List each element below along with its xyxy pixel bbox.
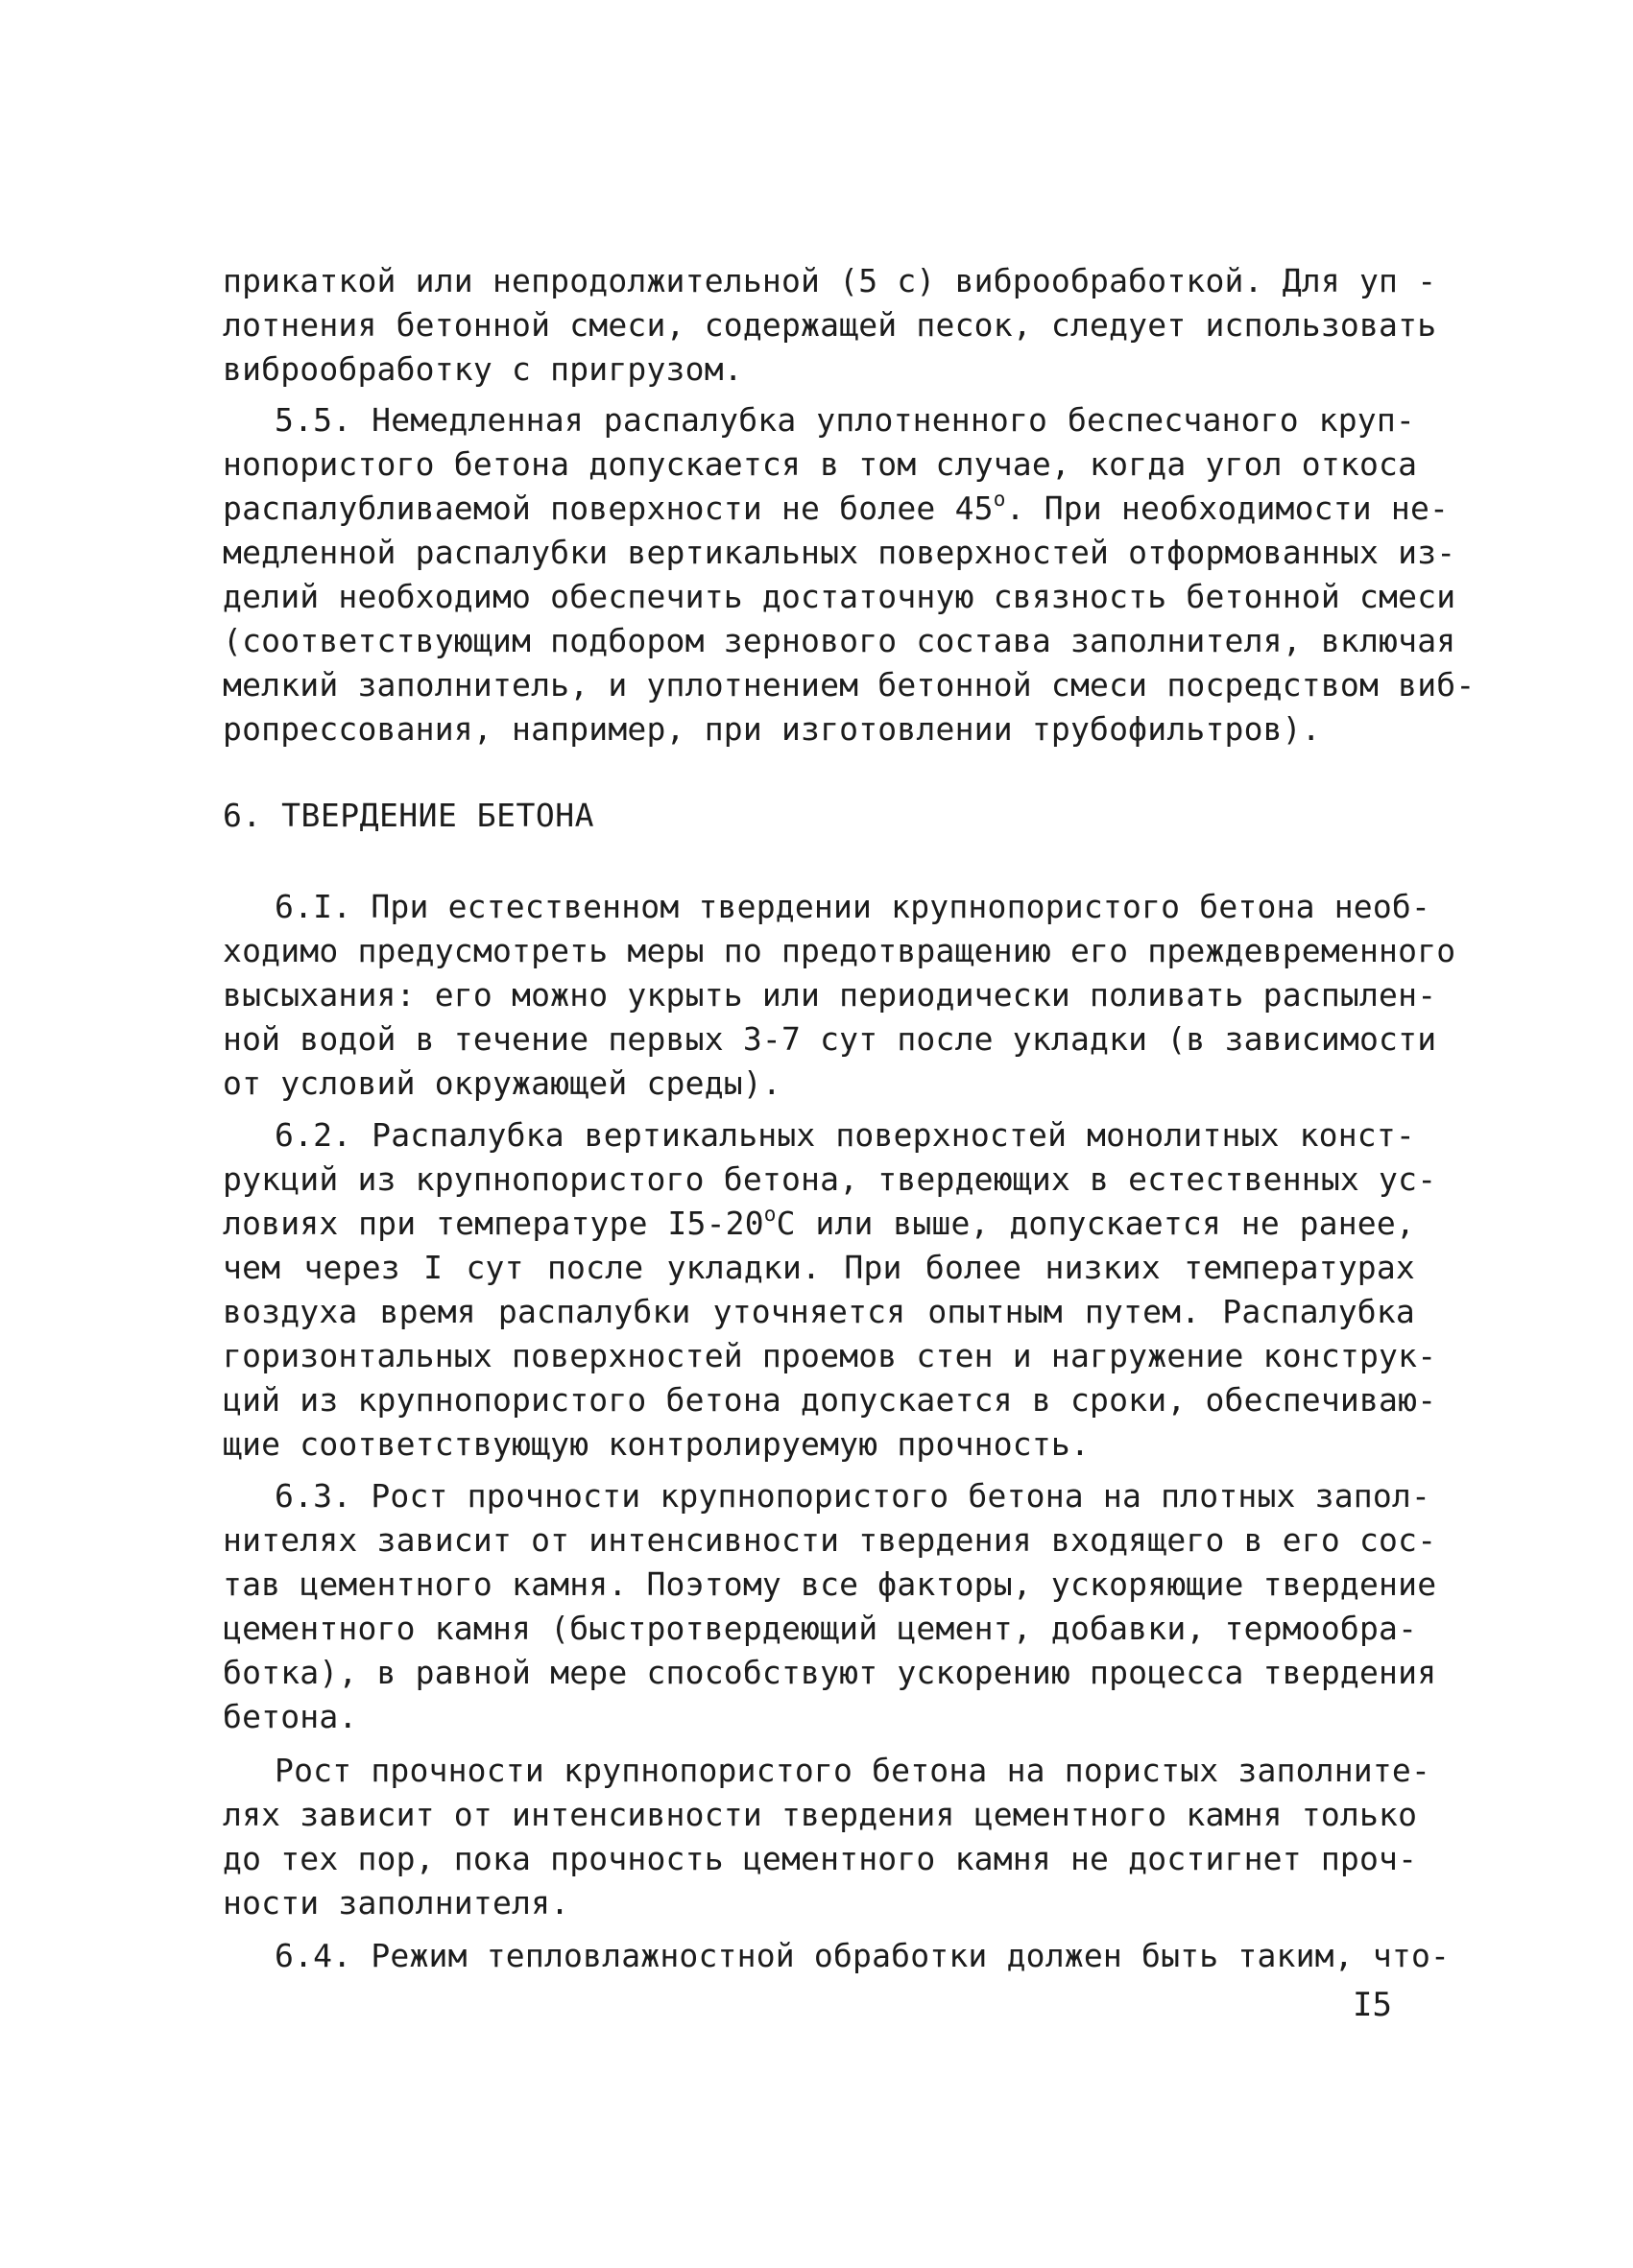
section-heading: 6. ТВЕРДЕНИЕ БЕТОНА [223,797,594,834]
paragraph-5-5-line [223,487,1450,531]
text-line: виброобработку с пригрузом. [223,350,743,388]
page-number: I5 [1353,1986,1392,2024]
paragraph-6-3-line: ботка), в равной мере способствуют ускорению процесса твердения [223,1654,1437,1691]
paragraph-6-1-line: ной водой в течение первых 3-7 сут после укладки (в зависимости [223,1020,1437,1058]
paragraph-6-1-line: ходимо предусмотреть меры по предотвращению его преждевременного [223,932,1456,969]
text-line: прикаткой или непродолжительной (5 с) виброобработкой. Для уп - [223,262,1437,299]
paragraph-6-1-line: от условий окружающей среды). [223,1064,781,1102]
paragraph-5-5-line: ропрессования, например, при изготовлении трубофильтров). [223,710,1321,748]
paragraph-6-2-line: рукций из крупнопористого бетона, твердеющих в естественных ус- [223,1160,1437,1198]
paragraph-5-5-line: мелкий заполнитель, и уплотнением бетонной смеси посредством виб- [223,666,1476,704]
paragraph-6-3-line: 6.3. Рост прочности крупнопористого бетона на плотных запол- [275,1477,1431,1515]
text-fragment: распалубливаемой поверхности не более 45 [223,489,994,527]
paragraph-6-2-line: воздуха время распалубки уточняется опытным путем. Распалубка [223,1293,1415,1330]
paragraph-6-2-line: ций из крупнопористого бетона допускается в сроки, обеспечиваю- [223,1381,1437,1419]
paragraph-6-2-line [223,1202,1415,1246]
text-line: лотнения бетонной смеси, содержащей песок, следует использовать [223,306,1437,344]
degree-superscript: о [993,488,1006,511]
paragraph-6-3-line: бетона. [223,1698,358,1735]
paragraph-6-2-line: 6.2. Распалубка вертикальных поверхностей монолитных конст- [275,1116,1415,1154]
paragraph-6-1-line: высыхания: его можно укрыть или периодически поливать распылен- [223,976,1437,1014]
text-fragment: С или выше, допускается не ранее, [776,1205,1415,1242]
paragraph-6-2-line: горизонтальных поверхностей проемов стен и нагружение конструк- [223,1337,1437,1374]
paragraph-6-3b-line: Рост прочности крупнопористого бетона на пористых заполните- [275,1752,1431,1789]
text-fragment: ловиях при температуре I5-20 [223,1205,764,1242]
paragraph-6-3b-line: ности заполнителя. [223,1884,570,1922]
paragraph-5-5-line: делий необходимо обеспечить достаточную связность бетонной смеси [223,578,1456,615]
paragraph-5-5-line: (соответствующим подбором зернового состава заполнителя, включая [223,622,1456,659]
text-fragment: . При необходимости не- [1005,489,1450,527]
paragraph-6-4-line: 6.4. Режим тепловлажностной обработки должен быть таким, что- [275,1937,1451,1974]
paragraph-6-3-line: тав цементного камня. Поэтому все факторы, ускоряющие твердение [223,1565,1437,1603]
paragraph-6-1-line: 6.I. При естественном твердении крупнопористого бетона необ- [275,888,1431,925]
degree-superscript: о [763,1203,777,1226]
paragraph-5-5-line: нопористого бетона допускается в том случае, когда угол откоса [223,445,1418,483]
paragraph-6-3b-line: лях зависит от интенсивности твердения цементного камня только [223,1796,1418,1833]
paragraph-6-3b-line: до тех пор, пока прочность цементного камня не достигнет проч- [223,1840,1418,1877]
paragraph-6-3-line: цементного камня (быстротвердеющий цемент, добавки, термообра- [223,1610,1418,1647]
paragraph-6-2-line: чем через I сут после укладки. При более низких температурах [223,1249,1415,1286]
paragraph-5-5-line: медленной распалубки вертикальных поверхностей отформованных из- [223,534,1456,571]
paragraph-6-3-line: нителях зависит от интенсивности твердения входящего в его сос- [223,1521,1437,1559]
paragraph-5-5-line: 5.5. Немедленная распалубка уплотненного беспесчаного круп- [275,401,1415,439]
paragraph-6-2-line: щие соответствующую контролируемую прочность. [223,1425,1091,1463]
